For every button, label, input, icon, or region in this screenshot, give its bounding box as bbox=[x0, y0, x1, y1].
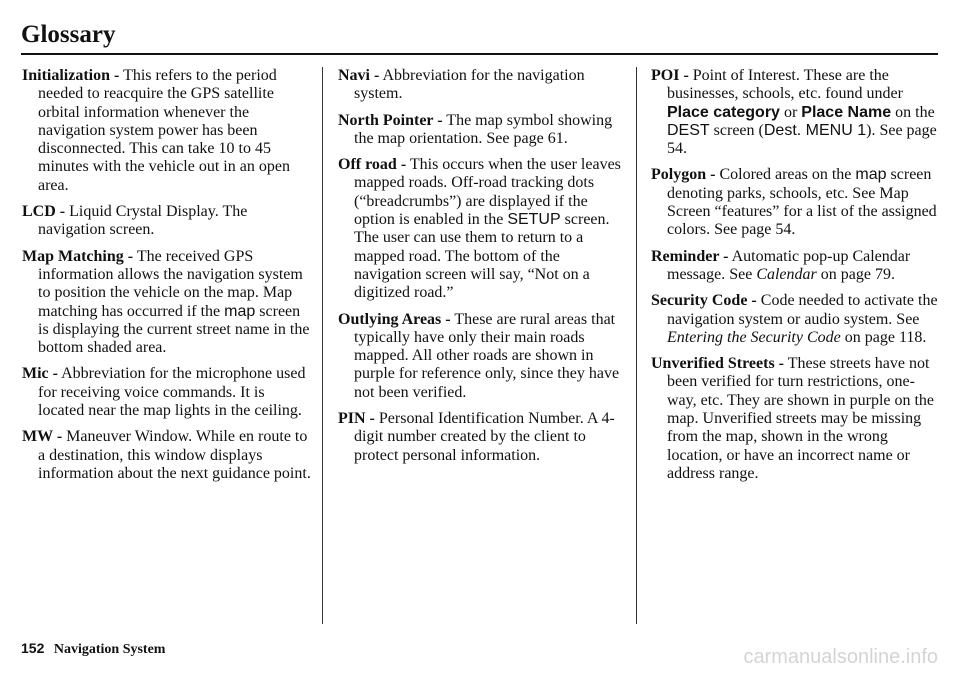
glossary-column-2 bbox=[338, 67, 628, 473]
screen-name-dest-menu-1: Dest. MENU 1 bbox=[763, 121, 867, 139]
entry-initialization bbox=[22, 67, 312, 195]
definition-mw: Maneuver Window. While en route to a destination, this window displays information about the next guidance point. bbox=[38, 428, 311, 482]
term-map-matching: Map Matching - bbox=[22, 247, 134, 265]
screen-name-setup: SETUP bbox=[507, 211, 561, 229]
entry-off-road bbox=[338, 156, 628, 302]
entry-mic bbox=[22, 365, 312, 420]
page-footer bbox=[21, 640, 165, 658]
definition-north-pointer: The map symbol showing the map orientation. See page 61. bbox=[354, 111, 613, 147]
term-polygon: Polygon - bbox=[651, 166, 716, 184]
definition-poi-or: or bbox=[783, 103, 798, 121]
entry-mw bbox=[22, 428, 312, 483]
definition-poi: Point of Interest. These are the businesses, schools, etc. found under bbox=[667, 67, 903, 103]
definition-navi: Abbreviation for the navigation system. bbox=[354, 67, 585, 103]
definition-initialization: This refers to the period needed to reacquire the GPS satellite orbital information whenever the navigation system power has been disconnected. This can take 10 to 45 minutes with the vehicle out in an open area. bbox=[38, 67, 290, 194]
definition-reminder: Automatic pop-up Calendar message. See bbox=[667, 247, 911, 283]
entry-north-pointer bbox=[338, 112, 628, 149]
term-outlying-areas: Outlying Areas - bbox=[338, 310, 451, 328]
reference-calendar: Calendar bbox=[756, 265, 817, 283]
watermark: carmanualsonline.info bbox=[743, 646, 938, 668]
entry-poi bbox=[651, 67, 941, 158]
definition-mic: Abbreviation for the microphone used for receiving voice commands. It is located near the map lights in the ceiling. bbox=[38, 365, 306, 420]
entry-unverified-streets bbox=[651, 355, 941, 483]
definition-polygon-cont: screen denoting parks, schools, etc. See Map Screen “features” for a list of the assigned colors. See page 54. bbox=[667, 166, 937, 239]
definition-off-road-cont: screen. The user can use them to return to a mapped road. The bottom of the navigation screen will say, “Not on a digitized road.” bbox=[354, 211, 610, 302]
term-security-code: Security Code - bbox=[651, 292, 757, 310]
entry-pin bbox=[338, 410, 628, 465]
definition-polygon: Colored areas on the bbox=[719, 166, 852, 184]
term-mw: MW - bbox=[22, 428, 63, 446]
definition-security-code-cont: on page 118. bbox=[844, 328, 927, 346]
screen-name-map: map bbox=[224, 302, 256, 320]
term-pin: PIN - bbox=[338, 410, 375, 428]
screen-name-map-2: map bbox=[855, 166, 887, 184]
definition-unverified-streets: These streets have not been verified for turn restrictions, one-way, etc. They are shown in purple on the map. Unverified streets may be missing from the map, shown in the wrong location, or have an incorrect name or address range. bbox=[667, 355, 935, 482]
screen-name-place-name: Place Name bbox=[801, 103, 892, 121]
definition-outlying-areas: These are rural areas that typically have only their main roads mapped. All other roads are shown in purple for reference only, since they have not been verified. bbox=[354, 310, 620, 401]
term-north-pointer: North Pointer - bbox=[338, 111, 443, 129]
definition-reminder-cont: on page 79. bbox=[820, 265, 895, 283]
term-poi: POI - bbox=[651, 67, 689, 84]
glossary-column-1 bbox=[22, 67, 312, 491]
term-reminder: Reminder - bbox=[651, 247, 729, 265]
definition-security-code: Code needed to activate the navigation system or audio system. See bbox=[667, 292, 938, 328]
term-initialization: Initialization - bbox=[22, 67, 120, 84]
entry-lcd bbox=[22, 203, 312, 240]
page-number: 152 bbox=[21, 640, 45, 656]
term-navi: Navi - bbox=[338, 67, 380, 84]
page-title: Glossary bbox=[21, 21, 116, 48]
definition-poi-end: ). See page 54. bbox=[667, 121, 937, 158]
definition-lcd: Liquid Crystal Display. The navigation screen. bbox=[38, 203, 248, 239]
column-divider-2 bbox=[636, 67, 637, 624]
definition-map-matching-cont: screen is displaying the current street name in the bottom shaded area. bbox=[38, 302, 310, 357]
definition-pin: Personal Identification Number. A 4-digit number created by the client to protect personal information. bbox=[354, 410, 615, 464]
term-mic: Mic - bbox=[22, 365, 58, 383]
definition-poi-on: on the bbox=[895, 103, 935, 121]
title-rule bbox=[21, 53, 938, 55]
column-divider-1 bbox=[322, 67, 323, 624]
entry-reminder bbox=[651, 248, 941, 285]
entry-polygon bbox=[651, 166, 941, 239]
entry-security-code bbox=[651, 292, 941, 347]
definition-map-matching: The received GPS information allows the navigation system to position the vehicle on the map. Map matching has occurred if the bbox=[38, 247, 303, 320]
entry-navi bbox=[338, 67, 628, 104]
screen-name-dest: DEST bbox=[667, 121, 710, 139]
footer-label: Navigation System bbox=[53, 642, 166, 657]
entry-map-matching bbox=[22, 248, 312, 358]
glossary-column-3 bbox=[651, 67, 941, 491]
definition-off-road: This occurs when the user leaves mapped roads. Off-road tracking dots (“breadcrumbs”) are displayed if the option is enabled in the bbox=[354, 156, 621, 229]
term-off-road: Off road - bbox=[338, 156, 407, 174]
entry-outlying-areas bbox=[338, 311, 628, 402]
reference-entering-security-code: Entering the Security Code bbox=[667, 328, 841, 346]
term-unverified-streets: Unverified Streets - bbox=[651, 355, 784, 373]
definition-poi-screen: screen ( bbox=[713, 121, 764, 139]
screen-name-place-category: Place category bbox=[667, 103, 780, 121]
term-lcd: LCD - bbox=[22, 203, 66, 221]
